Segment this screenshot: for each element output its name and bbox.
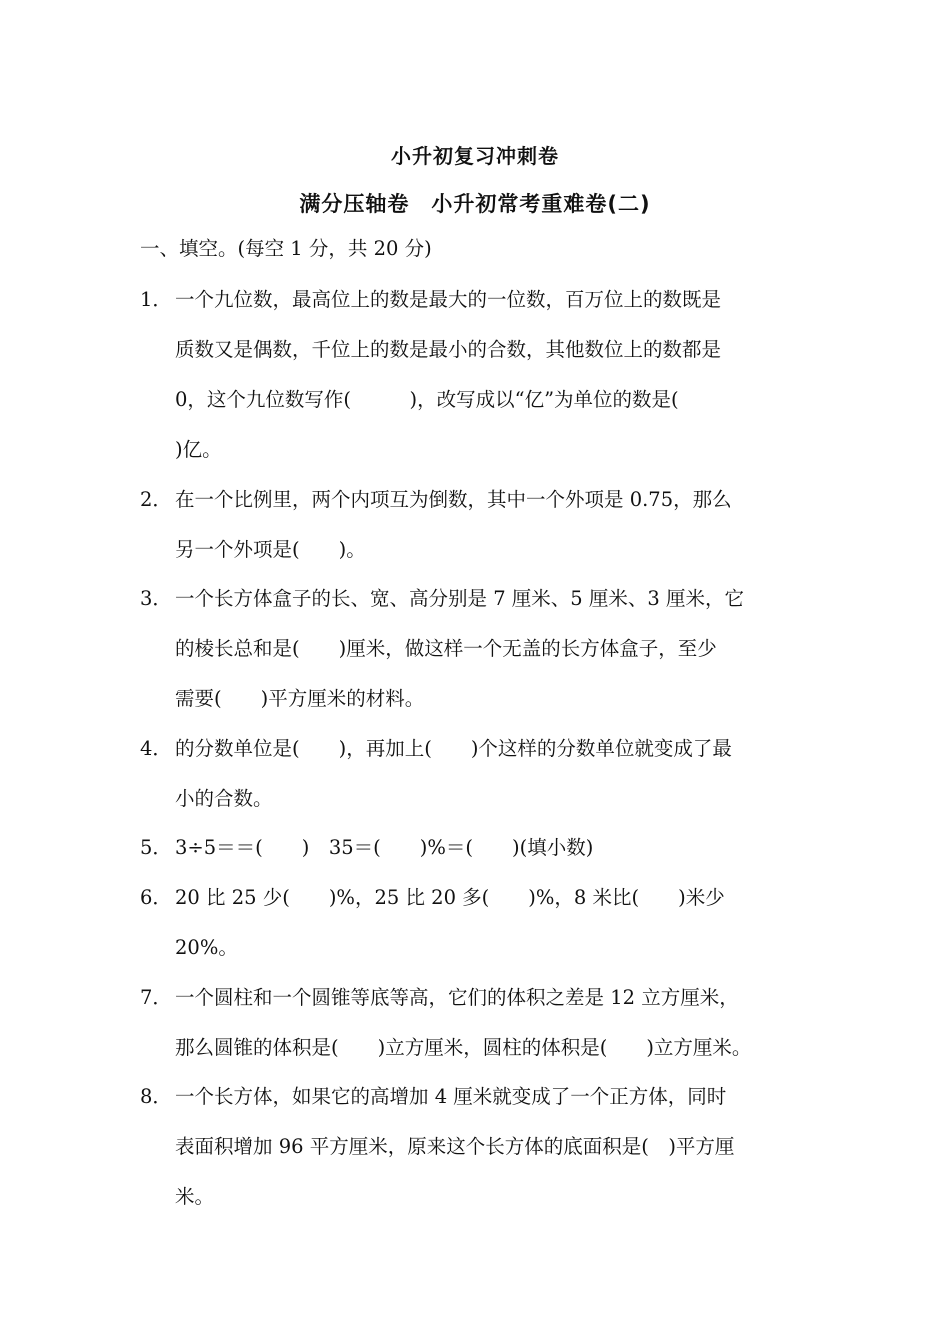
question-line: 需要( )平方厘米的材料。 [175, 687, 425, 710]
question-line: 另一个外项是( )。 [175, 538, 366, 561]
question-line: 3÷5＝＝( ) 35＝( )%＝( )(填小数) [175, 836, 594, 859]
question-line: )亿。 [175, 438, 222, 461]
question-line: 一个长方体盒子的长、宽、高分别是 7 厘米、5 厘米、3 厘米，它 [175, 587, 745, 610]
question-line: 20 比 25 少( )%，25 比 20 多( )%，8 米比( )米少 [175, 886, 725, 909]
question-line: 表面积增加 96 平方厘米，原来这个长方体的底面积是( )平方厘 [175, 1135, 735, 1158]
document-title: 小升初复习冲刺卷 [391, 144, 559, 168]
question-line: 20%。 [175, 936, 238, 959]
question-number: 2． [140, 488, 172, 511]
question-line: 一个圆柱和一个圆锥等底等高，它们的体积之差是 12 立方厘米， [175, 986, 739, 1009]
question-line: 在一个比例里，两个内项互为倒数，其中一个外项是 0.75，那么 [175, 488, 732, 511]
question-number: 8． [140, 1085, 172, 1108]
document-subtitle: 满分压轴卷 小升初常考重难卷(二) [299, 192, 651, 216]
question-number: 3． [140, 587, 172, 610]
question-number: 7． [140, 986, 172, 1009]
question-line: 米。 [175, 1185, 215, 1208]
question-line: 一个长方体，如果它的高增加 4 厘米就变成了一个正方体，同时 [175, 1085, 727, 1108]
question-number: 6． [140, 886, 172, 909]
question-line: 的分数单位是( )，再加上( )个这样的分数单位就变成了最 [175, 737, 732, 760]
section-heading: 一、填空。(每空 1 分，共 20 分) [140, 237, 432, 260]
question-number: 5． [140, 836, 172, 859]
question-line: 小的合数。 [175, 787, 273, 810]
question-number: 4． [140, 737, 172, 760]
question-line: 质数又是偶数，千位上的数是最小的合数，其他数位上的数都是 [175, 338, 722, 361]
question-line: 那么圆锥的体积是( )立方厘米，圆柱的体积是( )立方厘米。 [175, 1036, 752, 1059]
question-line: 的棱长总和是( )厘米，做这样一个无盖的长方体盒子，至少 [175, 637, 717, 660]
question-line: 一个九位数，最高位上的数是最大的一位数，百万位上的数既是 [175, 288, 722, 311]
question-line: 0，这个九位数写作( )，改写成以“亿”为单位的数是( [175, 388, 679, 411]
question-number: 1． [140, 288, 172, 311]
